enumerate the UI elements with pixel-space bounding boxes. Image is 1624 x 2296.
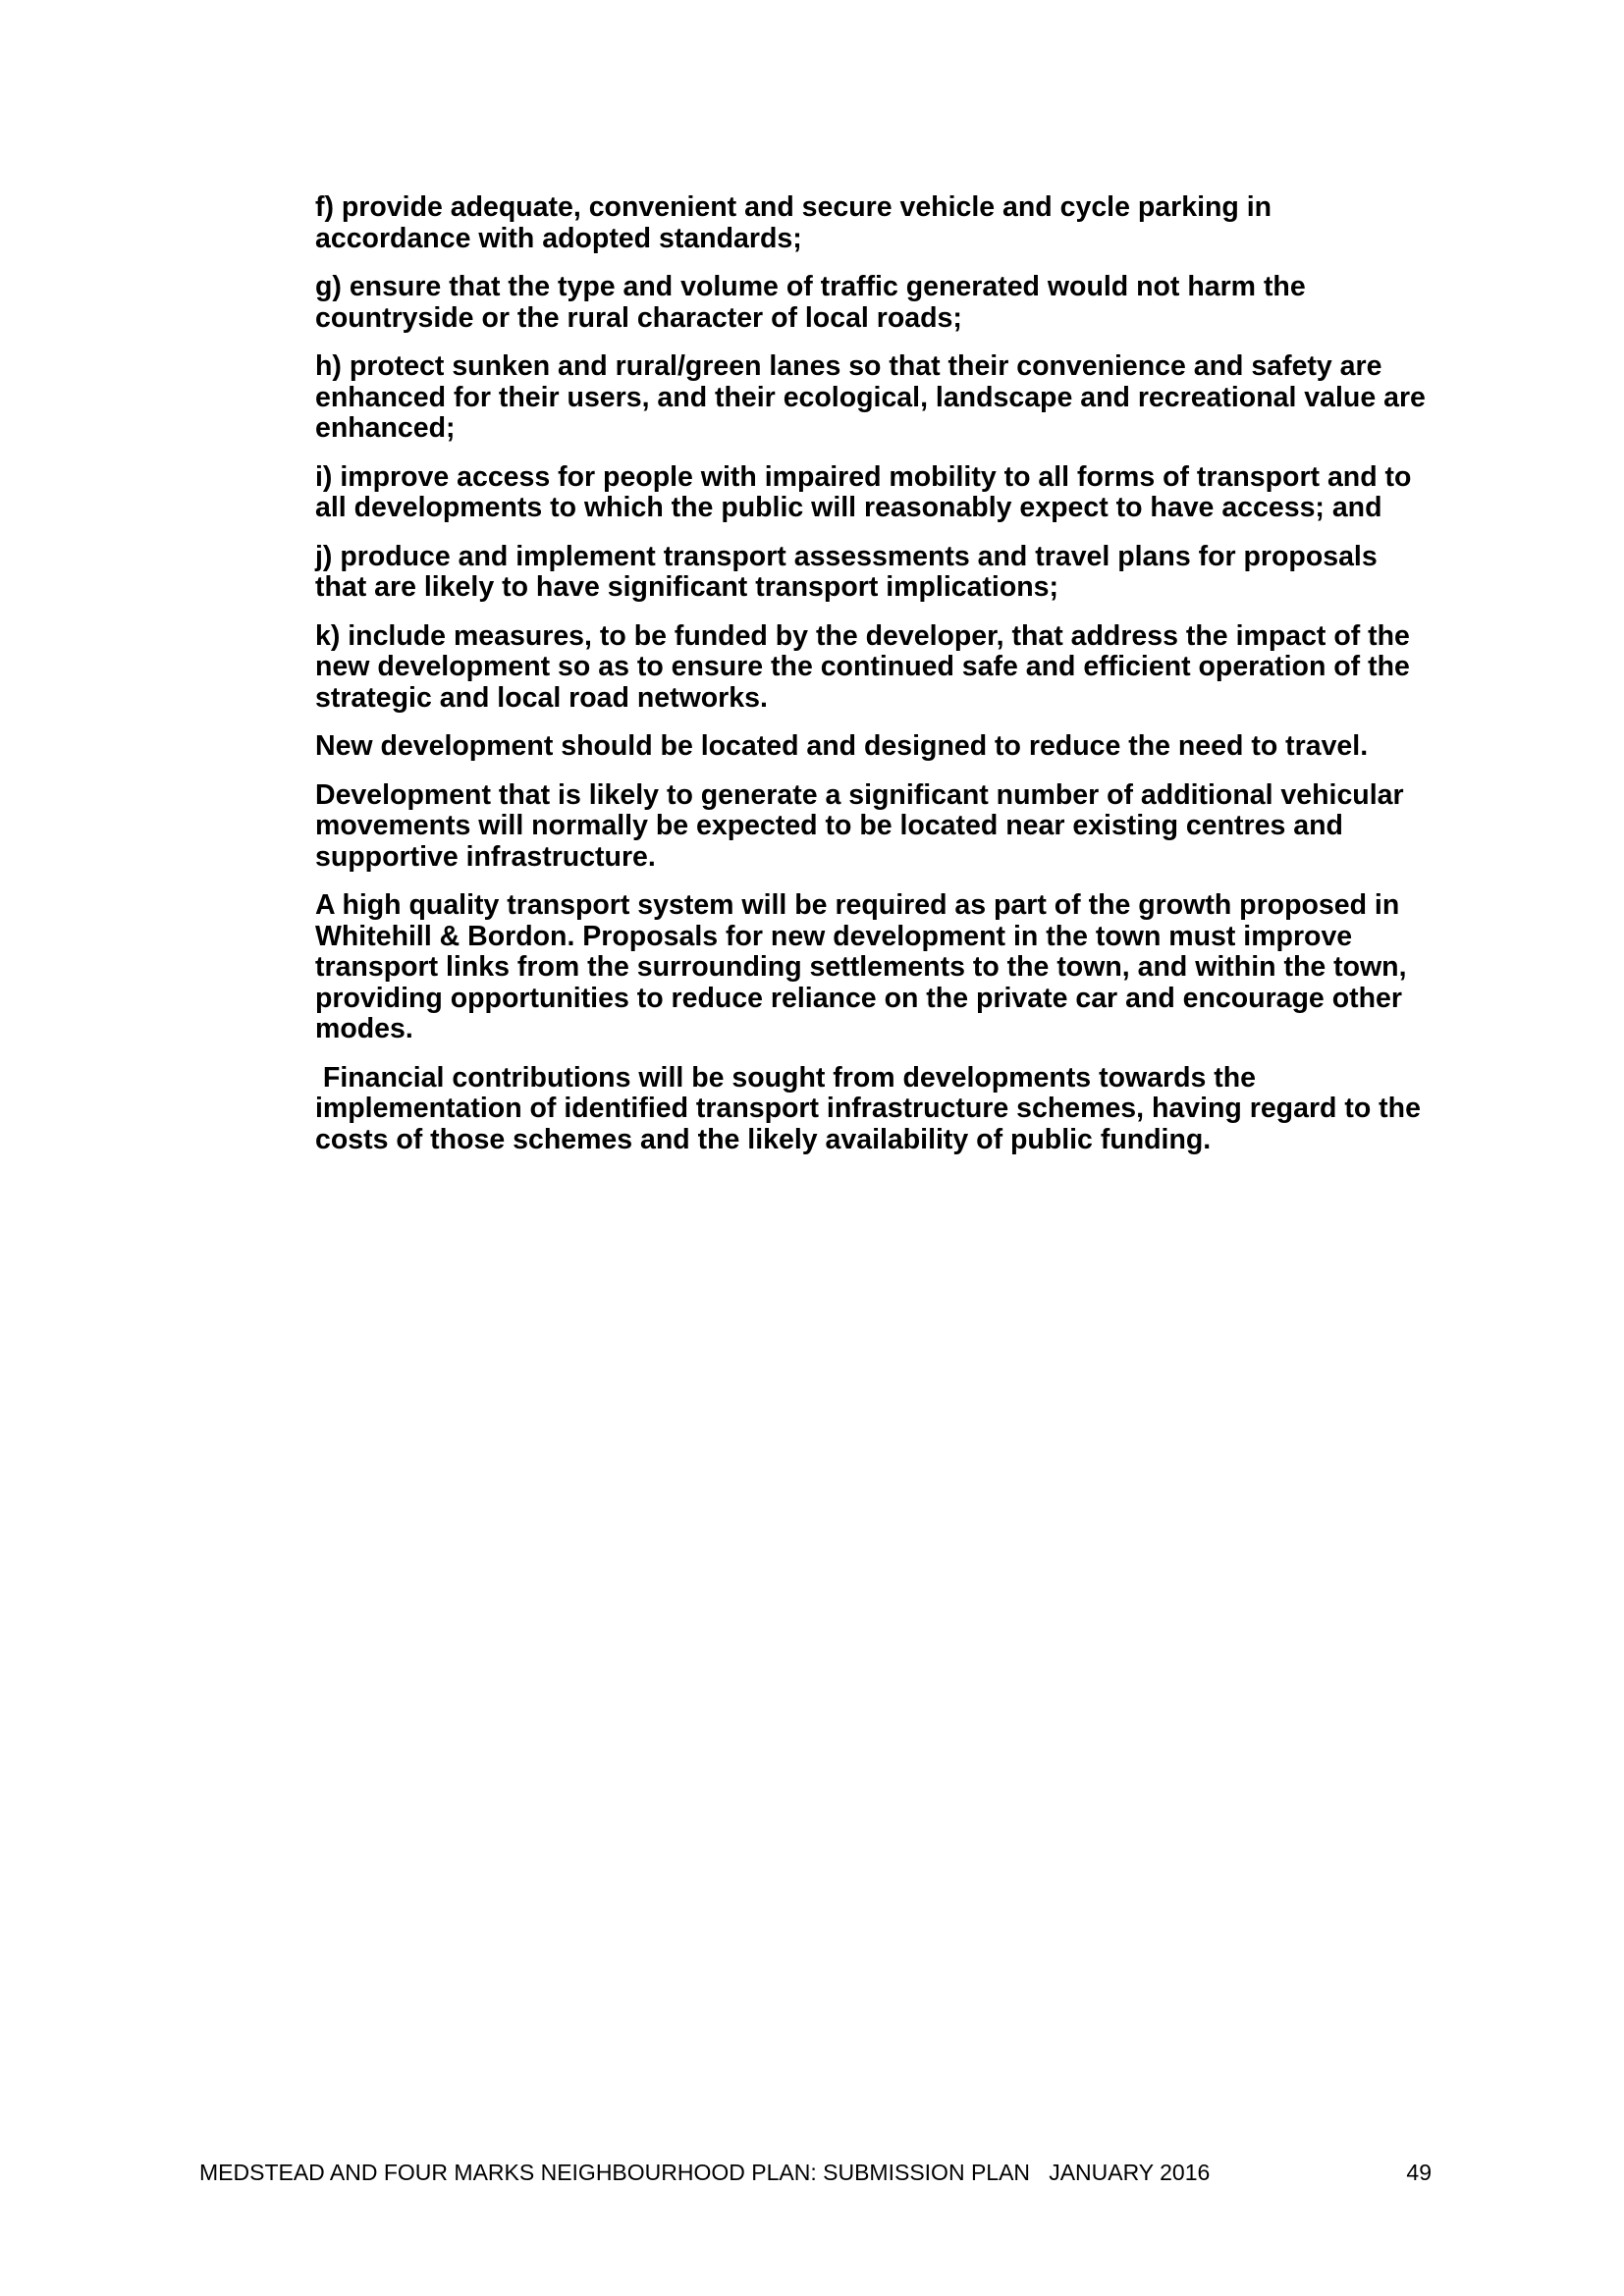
paragraph-financial-contributions: Financial contributions will be sought from developments towards the implementation of identified transport infrastructure schemes, having regard to the costs of those schemes and the likely availability of public funding. <box>315 1061 1429 1155</box>
policy-text <box>315 192 1435 1173</box>
clause-i: i) improve access for people with impaired mobility to all forms of transport and to all developments to which the public will reasonably expect to have access; and <box>315 460 1412 523</box>
page-number: 49 <box>1406 2160 1432 2185</box>
clause-f: f) provide adequate, convenient and secure vehicle and cycle parking in accordance with adopted standards; <box>315 191 1272 254</box>
footer-title: MEDSTEAD AND FOUR MARKS NEIGHBOURHOOD PLAN: SUBMISSION PLAN JANUARY 2016 <box>199 2160 1211 2185</box>
clause-j: j) produce and implement transport assessments and travel plans for proposals that are likely to have significant transport implications; <box>315 540 1378 603</box>
clause-g: g) ensure that the type and volume of traffic generated would not harm the countryside or the rural character of local roads; <box>315 271 1306 334</box>
paragraph-reduce-travel: New development should be located and designed to reduce the need to travel. <box>315 730 1369 762</box>
clause-k: k) include measures, to be funded by the developer, that address the impact of the new development so as to ensure the continued safe and efficient operation of the strategic and local road networks. <box>315 619 1410 714</box>
paragraph-vehicular-movements: Development that is likely to generate a significant number of additional vehicular movements will normally be expected to be located near existing centres and supportive infrastructure. <box>315 778 1404 873</box>
clause-h: h) protect sunken and rural/green lanes so that their convenience and safety are enhanced for their users, and their ecological, landscape and recreational value are enhanced; <box>315 350 1426 444</box>
paragraph-whitehill-bordon: A high quality transport system will be required as part of the growth proposed in Whitehill & Bordon. Proposals for new development in the town must improve transport links from the surrounding settlements to the town, and within the town, providing opportunities to reduce reliance on the private car and encourage other modes. <box>315 889 1407 1044</box>
